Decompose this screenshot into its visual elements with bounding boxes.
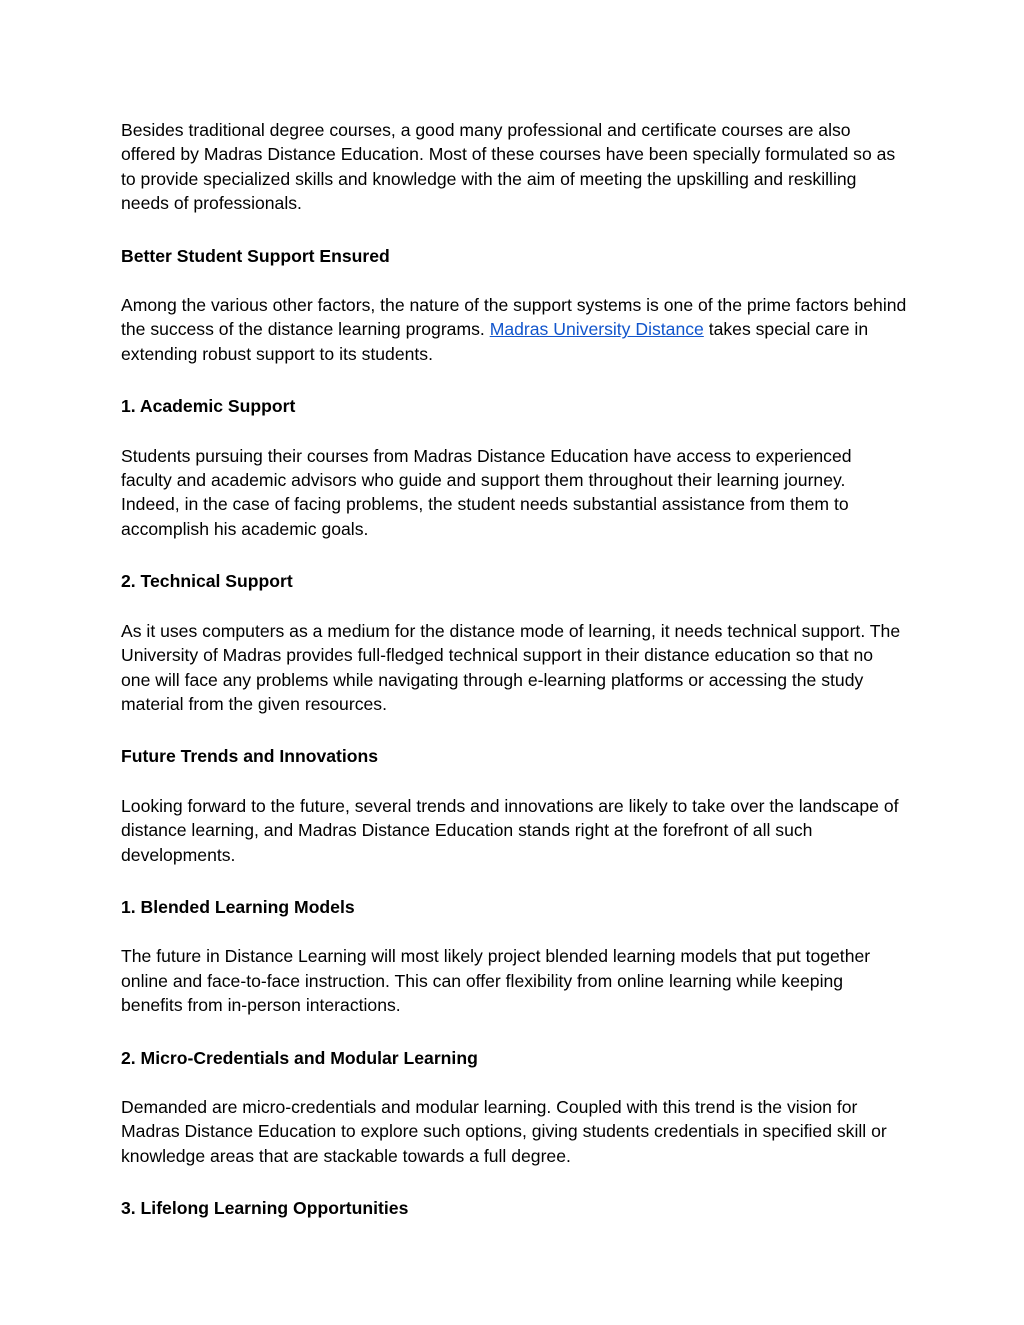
support-text-after-link: takes special care in extending robust support to its students. bbox=[121, 319, 869, 364]
heading-better-student-support: Better Student Support Ensured bbox=[121, 245, 390, 266]
blended-learning-paragraph: The future in Distance Learning will most likely project blended learning models that put together online and face-to-face instruction. This can offer flexibility from online learning while keeping benefits from in-person interactions. bbox=[121, 946, 871, 1016]
document-page bbox=[121, 118, 907, 1221]
heading-lifelong-learning: 3. Lifelong Learning Opportunities bbox=[121, 1198, 409, 1219]
intro-paragraph: Besides traditional degree courses, a good many professional and certificate courses are also offered by Madras Distance Education. Most of these courses have been specially formulated so as to provide specialized skills and knowledge with the aim of meeting the upskilling and reskilling needs of professionals. bbox=[121, 120, 896, 214]
heading-future-trends: Future Trends and Innovations bbox=[121, 746, 379, 767]
academic-support-paragraph: Students pursuing their courses from Madras Distance Education have access to experienced faculty and academic advisors who guide and support them throughout their learning journey. Indeed, in the case of facing problems, the student needs substantial assistance from them to accomplish his academic goals. bbox=[121, 445, 852, 539]
heading-micro-credentials: 2. Micro-Credentials and Modular Learning bbox=[121, 1047, 478, 1068]
heading-blended-learning: 1. Blended Learning Models bbox=[121, 896, 355, 917]
heading-technical-support: 2. Technical Support bbox=[121, 571, 293, 592]
support-text-before-link: Among the various other factors, the nature of the support systems is one of the prime factors behind the success of the distance learning programs. bbox=[121, 295, 907, 340]
heading-academic-support: 1. Academic Support bbox=[121, 396, 296, 417]
support-paragraph bbox=[121, 293, 907, 366]
technical-support-paragraph: As it uses computers as a medium for the distance mode of learning, it needs technical support. The University of Madras provides full-fledged technical support in their distance education so that no one will face any problems while navigating through e-learning platforms or accessing the study material from the given resources. bbox=[121, 620, 901, 714]
future-trends-paragraph: Looking forward to the future, several trends and innovations are likely to take over the landscape of distance learning, and Madras Distance Education stands right at the forefront of all such developments. bbox=[121, 795, 899, 865]
madras-university-distance-link[interactable]: Madras University Distance bbox=[489, 319, 704, 340]
micro-credentials-paragraph: Demanded are micro-credentials and modular learning. Coupled with this trend is the vision for Madras Distance Education to explore such options, giving students credentials in specified skill or knowledge areas that are stackable towards a full degree. bbox=[121, 1096, 887, 1166]
